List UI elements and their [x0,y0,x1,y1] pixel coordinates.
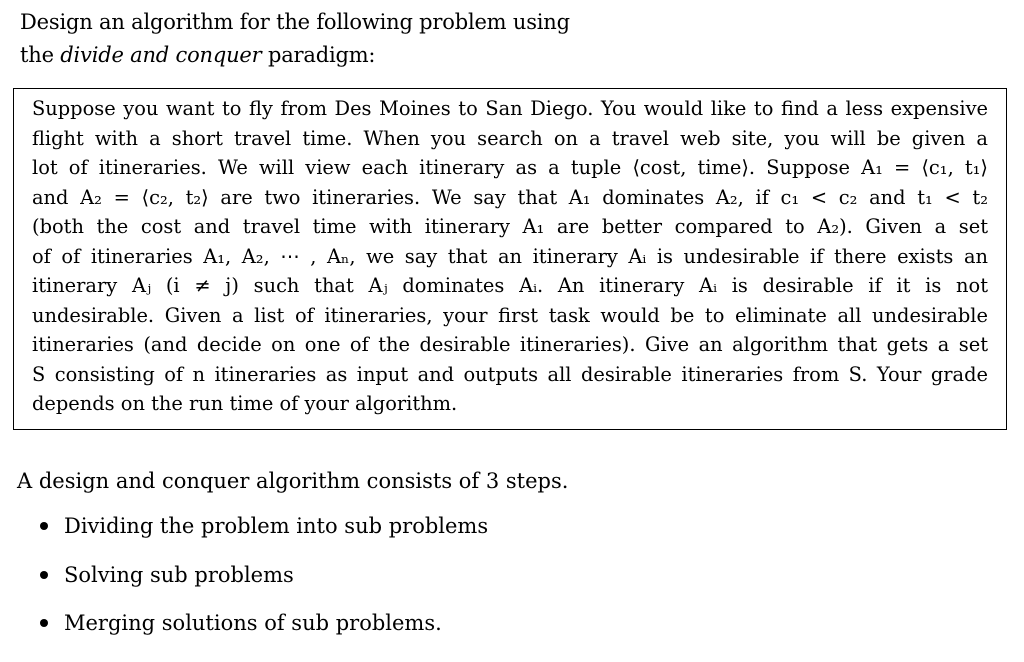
problem-statement-box [13,88,1007,430]
problem-line: lot of itineraries. We will view each itinerary as a tuple ⟨cost, time⟩. Suppose A₁ = ⟨c₁, t₁⟩ [32,156,988,179]
problem-line: undesirable. Given a list of itineraries, your first task would be to eliminate all undesirable [32,303,988,327]
problem-line: itinerary Aⱼ (i ≠ j) such that Aⱼ dominates Aᵢ. An itinerary Aᵢ is desirable if it is not [32,274,988,297]
list-item [40,607,488,656]
heading [20,6,570,72]
step-text: Solving sub problems [64,562,294,587]
step-text: Merging solutions of sub problems. [64,611,442,635]
problem-line: and A₂ = ⟨c₂, t₂⟩ are two itineraries. We say that A₁ dominates A₂, if c₁ < c₂ and t₁ < t₂ [32,185,988,209]
problem-line: Suppose you want to fly from Des Moines to San Diego. You would like to find a less expensive [32,97,988,120]
heading-emphasis: divide and conquer [60,43,262,67]
problem-line: S consisting of n itineraries as input and outputs all desirable itineraries from S. Your grade [32,362,988,386]
step-text: Dividing the problem into sub problems [64,514,489,538]
heading-line-1: Design an algorithm for the following problem using [20,10,570,34]
problem-statement [32,94,988,419]
problem-line: itineraries (and decide on one of the desirable itineraries). Give an algorithm that gets a set [32,333,988,356]
heading-line-2 [20,39,570,72]
steps-intro: A design and conquer algorithm consists of 3 steps. [17,469,569,493]
list-item [40,559,488,608]
problem-line: (both the cost and travel time with itinerary A₁ are better compared to A₂). Given a set [32,215,988,238]
list-item [40,510,488,559]
bullet-icon [40,619,48,627]
bullet-icon [40,571,48,579]
bullet-icon [40,522,48,530]
heading-line-2-prefix: the [20,43,54,67]
heading-line-2-suffix: paradigm: [267,43,376,67]
problem-line: flight with a short travel time. When you search on a travel web site, you will be given a [32,126,988,150]
problem-line: of of itineraries A₁, A₂, ⋯ , Aₙ, we say that an itinerary Aᵢ is undesirable if there exists an [32,244,988,268]
steps-list [40,510,488,656]
problem-line: depends on the run time of your algorithm. [32,392,458,415]
